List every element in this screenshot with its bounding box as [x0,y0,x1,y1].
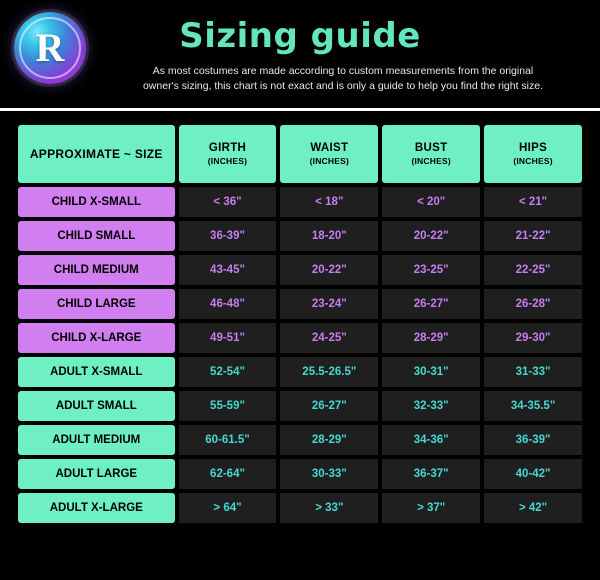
girth-value-cell: > 64" [179,493,277,523]
table-row [18,323,582,353]
size-label-cell: CHILD SMALL [18,221,175,251]
waist-value-cell: < 18" [280,187,378,217]
waist-value-cell: 24-25" [280,323,378,353]
hips-value-cell: 34-35.5" [484,391,582,421]
waist-value-cell: 20-22" [280,255,378,285]
brand-logo [14,12,86,84]
subtitle-line-2: owner's sizing, this chart is not exact and is only a guide to help you find the right size. [142,80,544,93]
waist-value-cell: 26-27" [280,391,378,421]
hips-value-cell: 22-25" [484,255,582,285]
table-row [18,221,582,251]
column-header-bust-unit: (INCHES) [411,156,451,166]
girth-value-cell: 55-59" [179,391,277,421]
table-row [18,187,582,217]
girth-value-cell: 49-51" [179,323,277,353]
waist-value-cell: 28-29" [280,425,378,455]
subtitle-line-1: As most costumes are made according to custom measurements from the original [152,65,534,77]
table-row [18,255,582,285]
girth-value-cell: 36-39" [179,221,277,251]
hips-value-cell: 31-33" [484,357,582,387]
girth-value-cell: 62-64" [179,459,277,489]
size-label-cell: ADULT SMALL [18,391,175,421]
size-label-cell: ADULT X-LARGE [18,493,175,523]
size-label-cell: ADULT MEDIUM [18,425,175,455]
hips-value-cell: > 42" [484,493,582,523]
column-header-waist-label: WAIST [310,142,349,154]
page-title: Sizing guide [179,16,421,56]
column-header-waist [280,125,378,183]
girth-value-cell: 46-48" [179,289,277,319]
column-header-bust-label: BUST [414,142,448,154]
column-header-bust [382,125,480,183]
bust-value-cell: > 37" [382,493,480,523]
size-label-cell: CHILD LARGE [18,289,175,319]
girth-value-cell: 43-45" [179,255,277,285]
column-header-size [18,125,175,183]
waist-value-cell: 18-20" [280,221,378,251]
size-label-cell: CHILD X-SMALL [18,187,175,217]
column-header-girth-label: GIRTH [208,142,247,154]
column-header-girth-unit: (INCHES) [207,156,248,166]
hips-value-cell: 26-28" [484,289,582,319]
bust-value-cell: 34-36" [382,425,480,455]
column-header-girth [179,125,277,183]
table-row [18,459,582,489]
hips-value-cell: 36-39" [484,425,582,455]
bust-value-cell: 32-33" [382,391,480,421]
table-row [18,357,582,387]
column-header-waist-unit: (INCHES) [309,156,350,166]
sizing-table [14,121,586,527]
size-label-cell: CHILD MEDIUM [18,255,175,285]
bust-value-cell: 28-29" [382,323,480,353]
hips-value-cell: 29-30" [484,323,582,353]
bust-value-cell: 36-37" [382,459,480,489]
bust-value-cell: 20-22" [382,221,480,251]
waist-value-cell: 25.5-26.5" [280,357,378,387]
column-header-hips-label: HIPS [519,142,548,154]
column-header-hips [484,125,582,183]
girth-value-cell: 60-61.5" [179,425,277,455]
bust-value-cell: 23-25" [382,255,480,285]
table-row [18,425,582,455]
hips-value-cell: 40-42" [484,459,582,489]
table-row [18,391,582,421]
table-row [18,289,582,319]
girth-value-cell: < 36" [179,187,277,217]
column-header-hips-unit: (INCHES) [513,156,553,166]
bust-value-cell: < 20" [382,187,480,217]
size-label-cell: ADULT LARGE [18,459,175,489]
bust-value-cell: 26-27" [382,289,480,319]
waist-value-cell: 23-24" [280,289,378,319]
logo-letter: R [35,25,65,70]
waist-value-cell: 30-33" [280,459,378,489]
page-header [0,0,600,108]
page-subtitle [31,64,569,94]
waist-value-cell: > 33" [280,493,378,523]
sizing-table-container [0,111,600,537]
hips-value-cell: < 21" [484,187,582,217]
size-label-cell: ADULT X-SMALL [18,357,175,387]
bust-value-cell: 30-31" [382,357,480,387]
column-header-size-label: APPROXIMATE ~ SIZE [29,146,163,161]
girth-value-cell: 52-54" [179,357,277,387]
table-row [18,493,582,523]
table-header-row [18,125,582,183]
size-label-cell: CHILD X-LARGE [18,323,175,353]
hips-value-cell: 21-22" [484,221,582,251]
